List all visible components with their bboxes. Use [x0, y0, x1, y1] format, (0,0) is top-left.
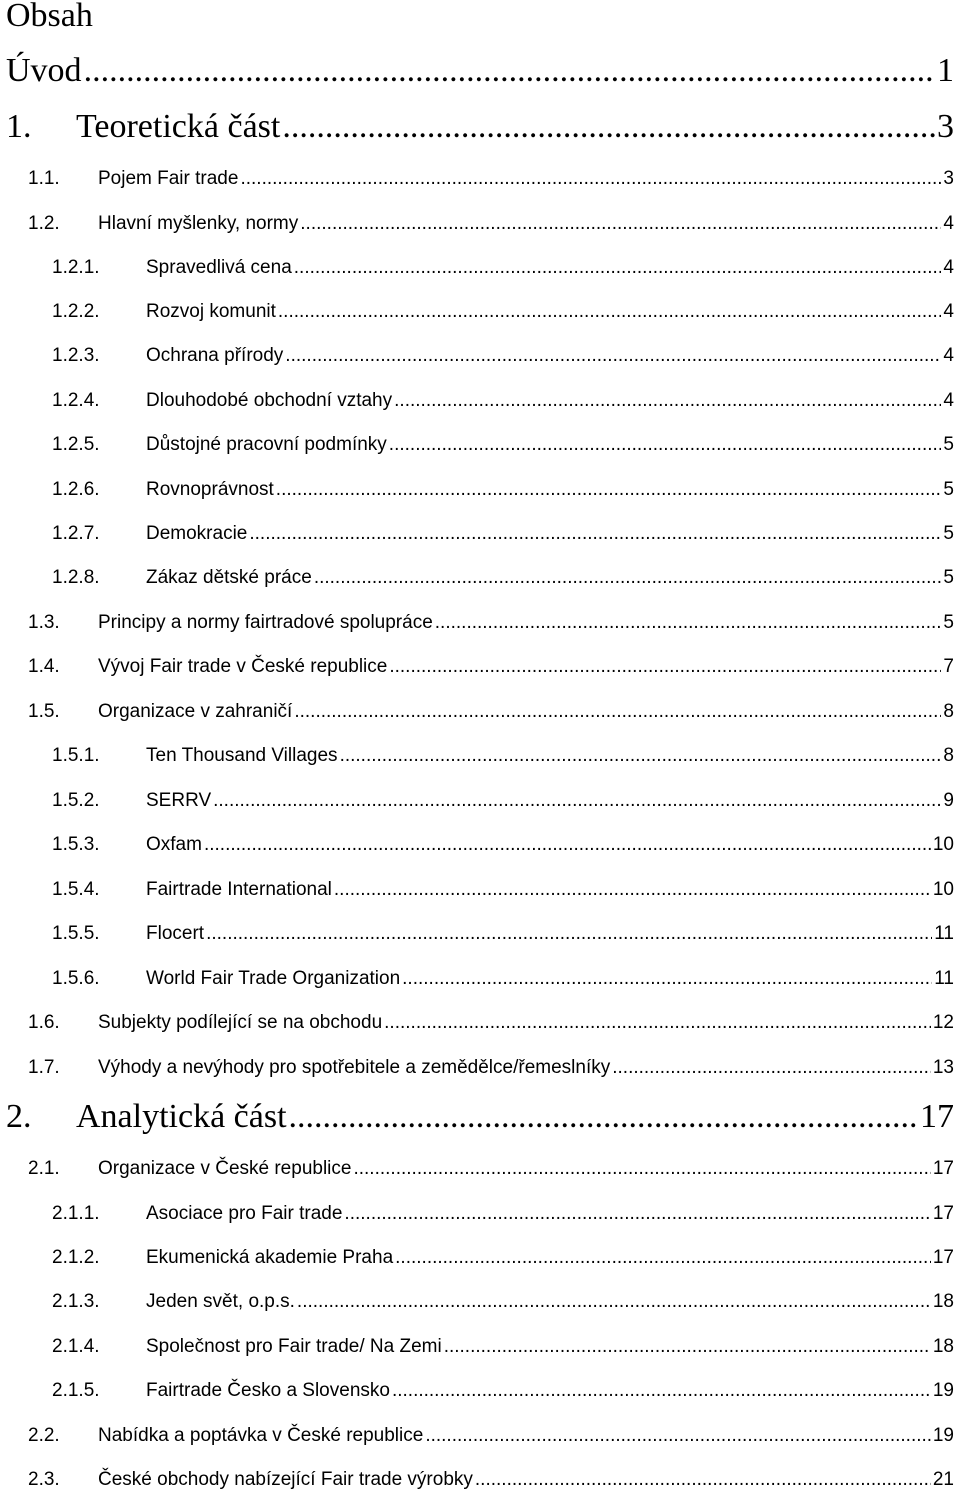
toc-entry-text: Ekumenická akademie Praha [146, 1247, 394, 1268]
toc-entry-page: 12 [932, 1012, 954, 1033]
toc-leader [394, 390, 941, 412]
toc-entry-page: 7 [943, 656, 954, 677]
toc-leader [392, 1380, 931, 1402]
toc-entry[interactable] [52, 879, 954, 905]
toc-entry[interactable] [52, 1203, 954, 1229]
toc-entry[interactable] [28, 656, 954, 682]
toc-entry-number: 1.2. [28, 213, 60, 234]
toc-entry-number: 1.2.8. [52, 567, 100, 588]
toc-leader [384, 1012, 931, 1034]
toc-entry-number: 1.5.6. [52, 968, 100, 989]
toc-entry[interactable] [52, 345, 954, 371]
toc-entry-page: 11 [934, 923, 954, 944]
toc-entry-number: 1.2.7. [52, 523, 100, 544]
toc-entry-text: Dlouhodobé obchodní vztahy [146, 390, 393, 411]
toc-entry[interactable] [52, 923, 954, 949]
toc-entry-number: 2.1.2. [52, 1247, 100, 1268]
toc-entry-text: Teoretická část [76, 108, 281, 145]
toc-entry-number: 1.4. [28, 656, 60, 677]
toc-entry-page: 4 [943, 301, 954, 322]
toc-entry-text: Subjekty podílející se na obchodu [98, 1012, 383, 1033]
toc-entry-number: 2. [6, 1098, 32, 1135]
toc-leader [425, 1425, 931, 1447]
toc-leader [300, 213, 941, 235]
toc-entry[interactable] [52, 1380, 954, 1406]
toc-entry-number: 2.1.1. [52, 1203, 100, 1224]
toc-leader [612, 1057, 931, 1079]
toc-entry-page: 19 [932, 1425, 954, 1446]
toc-leader [294, 701, 941, 723]
toc-entry[interactable] [28, 1469, 954, 1495]
toc-entry-page: 18 [932, 1291, 954, 1312]
toc-entry-text: Hlavní myšlenky, normy [98, 213, 299, 234]
toc-entry-page: 10 [932, 834, 954, 855]
toc-leader [276, 479, 942, 501]
toc-entry-text: Pojem Fair trade [98, 168, 239, 189]
toc-entry[interactable] [52, 1291, 954, 1317]
toc-entry-text: Oxfam [146, 834, 202, 855]
toc-entry[interactable] [52, 790, 954, 816]
toc-entry-page: 4 [943, 213, 954, 234]
toc-entry-text: Zákaz dětské práce [146, 567, 312, 588]
toc-entry-text: Úvod [6, 52, 82, 89]
toc-entry-number: 1.5.1. [52, 745, 100, 766]
toc-entry[interactable] [52, 567, 954, 593]
toc-entry-text: Principy a normy fairtradové spolupráce [98, 612, 433, 633]
toc-entry-page: 17 [932, 1203, 954, 1224]
toc-entry[interactable] [52, 1336, 954, 1362]
toc-leader [278, 301, 942, 323]
toc-entry-page: 8 [943, 701, 954, 722]
toc-entry[interactable] [52, 301, 954, 327]
toc-entry-page: 5 [943, 567, 954, 588]
toc-entry[interactable] [6, 52, 954, 94]
toc-leader [204, 834, 931, 856]
toc-leader [289, 1098, 918, 1136]
toc-entry[interactable] [52, 434, 954, 460]
toc-entry-number: 1.5.3. [52, 834, 100, 855]
toc-entry-text: Výhody a nevýhody pro spotřebitele a zemědělce/řemeslníky [98, 1057, 611, 1078]
toc-entry-text: Rozvoj komunit [146, 301, 276, 322]
toc-leader [389, 434, 942, 456]
toc-leader [444, 1336, 931, 1358]
toc-entry-text: World Fair Trade Organization [146, 968, 401, 989]
toc-entry[interactable] [52, 257, 954, 283]
toc-entry[interactable] [6, 108, 954, 150]
toc-entry-page: 5 [943, 523, 954, 544]
toc-entry-text: Fairtrade International [146, 879, 332, 900]
toc-entry[interactable] [28, 612, 954, 638]
toc-entry-text: SERRV [146, 790, 212, 811]
toc-entry-page: 1 [937, 52, 954, 89]
toc-entry-number: 2.1.5. [52, 1380, 100, 1401]
toc-entry[interactable] [28, 1425, 954, 1451]
toc-entry-text: Ochrana přírody [146, 345, 284, 366]
toc-entry[interactable] [28, 1057, 954, 1083]
toc-entry-page: 3 [943, 168, 954, 189]
toc-leader [285, 345, 941, 367]
toc-entry-text: Rovnoprávnost [146, 479, 274, 500]
toc-entry-page: 19 [932, 1380, 954, 1401]
toc-entry-text: Organizace v České republice [98, 1158, 352, 1179]
toc-entry-text: Společnost pro Fair trade/ Na Zemi [146, 1336, 442, 1357]
toc-entry-page: 17 [920, 1098, 954, 1135]
toc-entry-page: 21 [932, 1469, 954, 1490]
toc-leader [249, 523, 941, 545]
toc-entry[interactable] [28, 168, 954, 194]
toc-leader [213, 790, 941, 812]
toc-entry-number: 1.2.1. [52, 257, 100, 278]
toc-leader [240, 168, 941, 190]
toc-entry[interactable] [52, 479, 954, 505]
toc-entry-number: 1.7. [28, 1057, 60, 1078]
toc-entry-text: Ten Thousand Villages [146, 745, 338, 766]
toc-leader [282, 108, 935, 146]
toc-entry-number: 1.2.2. [52, 301, 100, 322]
toc-leader [353, 1158, 930, 1180]
toc-leader [294, 257, 942, 279]
toc-leader [395, 1247, 931, 1269]
toc-entry[interactable] [6, 1098, 954, 1140]
toc-entry-page: 5 [943, 479, 954, 500]
toc-entry-page: 9 [943, 790, 954, 811]
toc-entry-text: Vývoj Fair trade v České republice [98, 656, 388, 677]
toc-entry-page: 5 [943, 612, 954, 633]
toc-entry-number: 2.1.3. [52, 1291, 100, 1312]
toc-entry-number: 1.3. [28, 612, 60, 633]
toc-entry-page: 4 [943, 345, 954, 366]
toc-entry[interactable] [52, 745, 954, 771]
toc-entry[interactable] [52, 834, 954, 860]
toc-entry[interactable] [52, 390, 954, 416]
toc-entry-page: 10 [932, 879, 954, 900]
toc-entry-page: 11 [934, 968, 954, 989]
toc-entry-number: 1. [6, 108, 32, 145]
toc-entry-text: Jeden svět, o.p.s. [146, 1291, 295, 1312]
toc-entry[interactable] [28, 1158, 954, 1184]
toc-entry-text: Asociace pro Fair trade [146, 1203, 343, 1224]
toc-leader [475, 1469, 931, 1491]
toc-entry-number: 1.2.6. [52, 479, 100, 500]
toc-entry-page: 3 [937, 108, 954, 145]
toc-entry[interactable] [52, 968, 954, 994]
toc-entry-number: 2.3. [28, 1469, 60, 1490]
toc-entry-text: Demokracie [146, 523, 248, 544]
toc-entry-text: Analytická část [76, 1098, 287, 1135]
toc-entry-text: Flocert [146, 923, 205, 944]
toc-entry-page: 18 [932, 1336, 954, 1357]
toc-entry-number: 1.5.4. [52, 879, 100, 900]
toc-entry-page: 13 [932, 1057, 954, 1078]
toc-leader [334, 879, 931, 901]
toc-entry-number: 2.1. [28, 1158, 60, 1179]
toc-leader [344, 1203, 930, 1225]
toc-entry-number: 1.2.5. [52, 434, 100, 455]
toc-leader [314, 567, 942, 589]
toc-entry-text: Důstojné pracovní podmínky [146, 434, 387, 455]
toc-leader [435, 612, 942, 634]
toc-entry-page: 4 [943, 390, 954, 411]
toc-entry-text: České obchody nabízející Fair trade výrobky [98, 1469, 473, 1490]
toc-leader [84, 52, 935, 90]
toc-entry[interactable] [28, 701, 954, 727]
toc-entry-number: 1.5. [28, 701, 60, 722]
toc-entry-page: 5 [943, 434, 954, 455]
toc-entry-text: Organizace v zahraničí [98, 701, 293, 722]
toc-entry-page: 8 [943, 745, 954, 766]
toc-entry-number: 1.5.5. [52, 923, 100, 944]
toc-entry[interactable] [52, 1247, 954, 1273]
toc-entry-text: Fairtrade Česko a Slovensko [146, 1380, 390, 1401]
toc-leader [206, 923, 932, 945]
toc-entry-number: 1.2.4. [52, 390, 100, 411]
toc-leader [402, 968, 932, 990]
toc-leader [340, 745, 942, 767]
toc-entry-number: 2.2. [28, 1425, 60, 1446]
toc-entry-number: 1.1. [28, 168, 60, 189]
toc-entry-page: 4 [943, 257, 954, 278]
toc-entry-text: Spravedlivá cena [146, 257, 292, 278]
toc-entry-number: 1.5.2. [52, 790, 100, 811]
toc-entry[interactable] [28, 1012, 954, 1038]
toc-leader [389, 656, 941, 678]
toc-entry-text: Nabídka a poptávka v České republice [98, 1425, 424, 1446]
toc-entry-number: 2.1.4. [52, 1336, 100, 1357]
page-title: Obsah [6, 0, 93, 34]
toc-entry[interactable] [28, 213, 954, 239]
toc-entry-number: 1.6. [28, 1012, 60, 1033]
toc-entry-number: 1.2.3. [52, 345, 100, 366]
toc-entry-page: 17 [932, 1158, 954, 1179]
toc-leader [297, 1291, 931, 1313]
toc-entry-page: 17 [932, 1247, 954, 1268]
toc-entry[interactable] [52, 523, 954, 549]
